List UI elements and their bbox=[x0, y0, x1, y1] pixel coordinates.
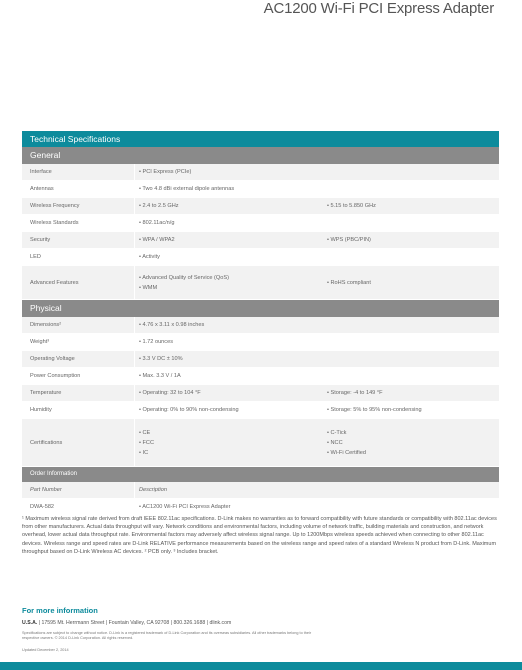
spec-value bbox=[135, 368, 323, 384]
spec-row bbox=[22, 232, 499, 249]
spec-value bbox=[135, 249, 323, 265]
spec-row bbox=[22, 419, 499, 467]
spec-value-line: • Activity bbox=[139, 254, 160, 260]
spec-value-secondary bbox=[323, 198, 376, 214]
spec-value-line: • Wi-Fi Certified bbox=[327, 449, 366, 456]
spec-value-secondary bbox=[323, 351, 327, 367]
spec-value-line: • 4.76 x 3.11 x 0.98 inches bbox=[139, 322, 205, 328]
spec-value bbox=[135, 198, 323, 214]
country-label: U.S.A. bbox=[22, 620, 38, 626]
part-number-header: Part Number bbox=[22, 482, 135, 498]
spec-value-line: • C-Tick bbox=[327, 429, 347, 436]
spec-value-secondary bbox=[323, 181, 327, 197]
spec-value-line: • FCC bbox=[139, 439, 155, 446]
section-order-header: Order Information bbox=[22, 467, 499, 482]
spec-value-secondary bbox=[323, 266, 371, 299]
spec-value-line: • Two 4.8 dBi external dipole antennas bbox=[139, 186, 235, 192]
spec-value bbox=[135, 181, 323, 197]
spec-value-secondary bbox=[323, 317, 327, 333]
order-row bbox=[22, 499, 499, 516]
spec-row bbox=[22, 198, 499, 215]
spec-value-secondary bbox=[323, 164, 327, 180]
legal-text: Specifications are subject to change without notice. D-Link is a registered trademark of D-Link Corporation and its overseas subsidiaries. All other trademarks belong to their respective owners. © 2014 D-Link Corporation. All rights reserved. bbox=[22, 631, 312, 640]
spec-value bbox=[135, 334, 323, 350]
spec-value-line: • 2.4 to 2.5 GHz bbox=[139, 203, 179, 209]
spec-label: Certifications bbox=[22, 419, 135, 466]
part-description: • AC1200 Wi-Fi PCI Express Adapter bbox=[139, 504, 231, 510]
spec-row bbox=[22, 215, 499, 232]
spec-value bbox=[135, 419, 323, 466]
order-rows bbox=[22, 482, 499, 516]
spec-label: Operating Voltage bbox=[22, 351, 135, 367]
spec-value bbox=[135, 164, 323, 180]
spec-row bbox=[22, 181, 499, 198]
spec-row bbox=[22, 402, 499, 419]
spec-value-line: • WPA / WPA2 bbox=[139, 237, 175, 243]
spec-value bbox=[135, 232, 323, 248]
spec-value bbox=[135, 317, 323, 333]
spec-value bbox=[135, 351, 323, 367]
spec-value-line: • Operating: 0% to 90% non-condensing bbox=[139, 407, 239, 413]
spec-label: Wireless Frequency bbox=[22, 198, 135, 214]
spec-value-line: • NCC bbox=[327, 439, 343, 446]
spec-value-secondary bbox=[323, 215, 327, 231]
footnotes: ¹ Maximum wireless signal rate derived from draft IEEE 802.11ac specifications. D-Link makes no warranties as to forward compatibility with future standards or compatibility with 802.11ac devices from other manufacturers. Actual data throughput will vary. Network conditions and environmental factors, including volume of network traffic, building materials and construction, and network overhead, lower actual data throughput rate. Environmental factors may adversely affect wireless signal range. Up to 1200Mbps wireless speeds achieved when connecting to other 802.11ac devices. Wireless range and speed rates are D-Link RELATIVE performance measurements based on the wireless range and speed rates of a standard Wireless N product from D-Link. Maximum throughput based on D-Link Wireless AC devices. ² PCB only. ³ Includes bracket. bbox=[22, 516, 497, 555]
order-header-row bbox=[22, 482, 499, 499]
spec-label: Dimensions² bbox=[22, 317, 135, 333]
section-general-header: General bbox=[22, 147, 499, 164]
spec-label: Interface bbox=[22, 164, 135, 180]
spec-value-line: • Storage: 5% to 95% non-condensing bbox=[327, 407, 422, 413]
spec-label: Wireless Standards bbox=[22, 215, 135, 231]
spec-value-line: • Storage: -4 to 149 °F bbox=[327, 390, 383, 396]
spec-value-line: • RoHS compliant bbox=[327, 279, 371, 286]
spec-value-line: • Advanced Quality of Service (QoS) bbox=[139, 274, 229, 281]
spec-table bbox=[22, 131, 499, 516]
spec-value bbox=[135, 215, 323, 231]
bottom-accent-bar bbox=[0, 662, 522, 670]
spec-value-line: • Operating: 32 to 104 °F bbox=[139, 390, 201, 396]
part-number: DWA-582 bbox=[22, 499, 135, 515]
spec-label: LED bbox=[22, 249, 135, 265]
spec-value-line: • WPS (PBC/PIN) bbox=[327, 237, 371, 243]
spec-value-line: • PCI Express (PCIe) bbox=[139, 169, 192, 175]
updated-date: Updated December 2, 2014 bbox=[22, 648, 69, 652]
spec-value bbox=[135, 385, 323, 401]
general-rows bbox=[22, 164, 499, 300]
spec-label: Weight³ bbox=[22, 334, 135, 350]
contact-address bbox=[22, 620, 231, 626]
spec-value bbox=[135, 266, 323, 299]
spec-label: Humidity bbox=[22, 402, 135, 418]
spec-table-header: Technical Specifications bbox=[22, 131, 499, 147]
spec-row bbox=[22, 317, 499, 334]
spec-label: Power Consumption bbox=[22, 368, 135, 384]
physical-rows bbox=[22, 317, 499, 467]
spec-value-secondary bbox=[323, 419, 366, 466]
spec-value-line: • 1.72 ounces bbox=[139, 339, 173, 345]
spec-value-secondary bbox=[323, 368, 327, 384]
spec-value-line: • WMM bbox=[139, 284, 158, 291]
spec-value-secondary bbox=[323, 249, 327, 265]
spec-value-line: • 802.11ac/n/g bbox=[139, 220, 175, 226]
page-title: AC1200 Wi-Fi PCI Express Adapter bbox=[263, 0, 494, 17]
spec-value-line: • Max. 3.3 V / 1A bbox=[139, 373, 181, 379]
spec-value bbox=[135, 402, 323, 418]
spec-value-line: • IC bbox=[139, 449, 149, 456]
description-header: Description bbox=[139, 487, 167, 493]
spec-row bbox=[22, 385, 499, 402]
address-text: | 17595 Mt. Herrmann Street | Fountain Valley, CA 92708 | 800.326.1688 | dlink.com bbox=[37, 620, 232, 626]
spec-value-secondary bbox=[323, 334, 327, 350]
spec-row bbox=[22, 164, 499, 181]
spec-row bbox=[22, 266, 499, 300]
spec-value-secondary bbox=[323, 385, 383, 401]
spec-row bbox=[22, 368, 499, 385]
more-info-heading: For more information bbox=[22, 606, 98, 615]
spec-value-secondary bbox=[323, 402, 422, 418]
spec-value-secondary bbox=[323, 232, 371, 248]
spec-value-line: • 5.15 to 5.850 GHz bbox=[327, 203, 376, 209]
spec-label: Temperature bbox=[22, 385, 135, 401]
spec-label: Security bbox=[22, 232, 135, 248]
spec-label: Advanced Features bbox=[22, 266, 135, 299]
spec-label: Antennas bbox=[22, 181, 135, 197]
spec-row bbox=[22, 351, 499, 368]
spec-row bbox=[22, 334, 499, 351]
section-physical-header: Physical bbox=[22, 300, 499, 317]
spec-value-line: • 3.3 V DC ± 10% bbox=[139, 356, 183, 362]
spec-value-line: • CE bbox=[139, 429, 151, 436]
spec-row bbox=[22, 249, 499, 266]
